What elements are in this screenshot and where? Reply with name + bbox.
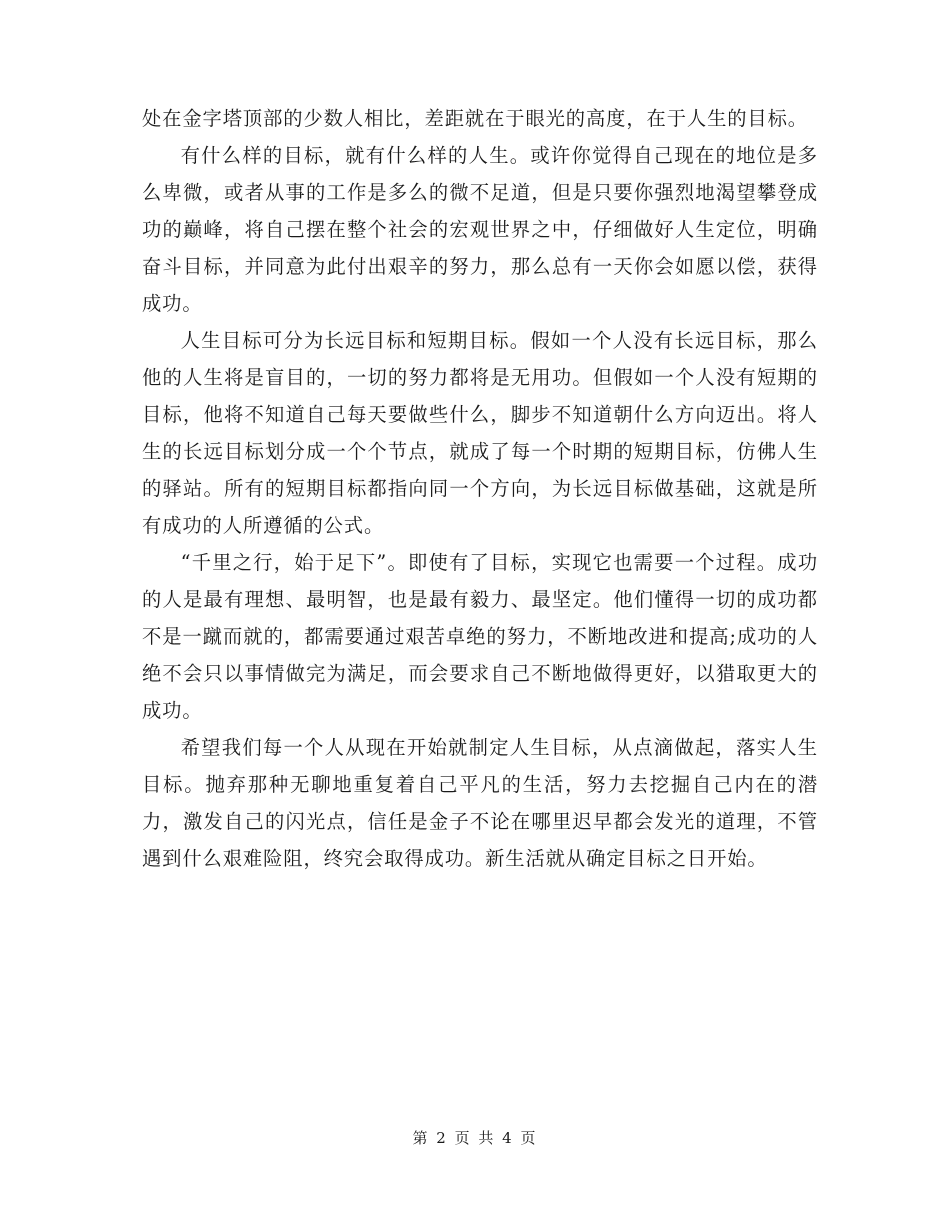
paragraph-long-short-goals: 人生目标可分为长远目标和短期目标。假如一个人没有长远目标，那么他的人生将是盲目的，一切的努力都将是无用功。但假如一个人没有短期的目标，他将不知道自己每天要做些什么，脚步不知道朝什么方向迈出。将人生的长远目标划分成一个个节点，就成了每一个时期的短期目标，仿佛人生的驿站。所有的短期目标都指向同一个方向，为长远目标做基础，这就是所有成功的人所遵循的公式。 [142, 329, 818, 537]
document-body [142, 100, 818, 877]
paragraph-journey: “千里之行，始于足下”。即使有了目标，实现它也需要一个过程。成功的人是最有理想、最明智，也是最有毅力、最坚定。他们懂得一切的成功都不是一蹴而就的，都需要通过艰苦卓绝的努力，不断地改进和提高;成功的人绝不会只以事情做完为满足，而会要求自己不断地做得更好，以猎取更大的成功。 [142, 551, 818, 722]
paragraph-target-life: 有什么样的目标，就有什么样的人生。或许你觉得自己现在的地位是多么卑微，或者从事的工作是多么的微不足道，但是只要你强烈地渴望攀登成功的巅峰，将自己摆在整个社会的宏观世界之中，仔细做好人生定位，明确奋斗目标，并同意为此付出艰辛的努力，那么总有一天你会如愿以偿，获得成功。 [142, 144, 818, 315]
page-footer: 第 2 页 共 4 页 [412, 1129, 538, 1147]
paragraph-conclusion: 希望我们每一个人从现在开始就制定人生目标，从点滴做起，落实人生目标。抛弃那种无聊地重复着自己平凡的生活，努力去挖掘自己内在的潜力，激发自己的闪光点，信任是金子不论在哪里迟早都会发光的道理，不管遇到什么艰难险阻，终究会取得成功。新生活就从确定目标之日开始。 [142, 736, 818, 870]
paragraph-continuation: 处在金字塔顶部的少数人相比，差距就在于眼光的高度，在于人生的目标。 [142, 107, 808, 130]
